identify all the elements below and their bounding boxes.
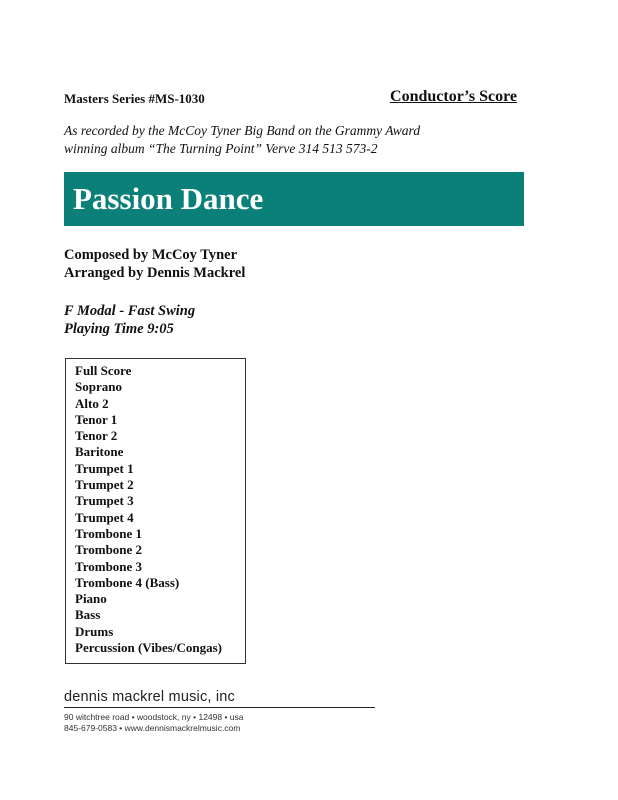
style-info [64, 302, 195, 338]
recording-note-line-1: As recorded by the McCoy Tyner Big Band on the Grammy Award [64, 123, 421, 138]
part-item: Trumpet 1 [75, 460, 134, 476]
series-number: Masters Series #MS-1030 [64, 91, 205, 106]
part-item: Trombone 2 [75, 542, 143, 558]
part-item: Trumpet 4 [75, 509, 134, 525]
credits [64, 246, 245, 282]
publisher-address [64, 712, 244, 734]
part-item: Bass [75, 607, 101, 623]
composer-credit: Composed by McCoy Tyner [64, 247, 238, 263]
part-item: Trumpet 3 [75, 493, 134, 509]
recording-note-line-2: winning album “The Turning Point” Verve 314 513 573-2 [64, 141, 378, 156]
part-item: Tenor 2 [75, 428, 118, 444]
parts-list [65, 358, 246, 664]
recording-note [64, 122, 544, 158]
arranger-credit: Arranged by Dennis Mackrel [64, 265, 246, 281]
address-line-1: 90 witchtree road • woodstock, ny • 12498 • usa [64, 712, 244, 722]
part-item: Drums [75, 623, 114, 639]
part-item: Full Score [75, 363, 132, 378]
publisher-name: dennis mackrel music, inc [64, 688, 375, 708]
part-item: Piano [75, 591, 107, 607]
part-item: Percussion (Vibes/Congas) [75, 640, 222, 656]
part-item: Trumpet 2 [75, 477, 134, 493]
score-type-label: Conductor’s Score [390, 88, 517, 105]
part-item: Tenor 1 [75, 411, 118, 427]
part-item: Trombone 1 [75, 525, 143, 541]
address-line-2: 845-679-0583 • www.dennismackrelmusic.com [64, 723, 241, 733]
playing-time: Playing Time 9:05 [64, 321, 174, 337]
part-item: Alto 2 [75, 395, 109, 411]
key-style: F Modal - Fast Swing [64, 303, 196, 319]
piece-title: Passion Dance [73, 181, 264, 216]
part-item: Soprano [75, 379, 122, 395]
part-item: Baritone [75, 444, 124, 460]
title-banner [64, 172, 524, 226]
part-item: Trombone 3 [75, 558, 143, 574]
part-item: Trombone 4 (Bass) [75, 574, 180, 590]
